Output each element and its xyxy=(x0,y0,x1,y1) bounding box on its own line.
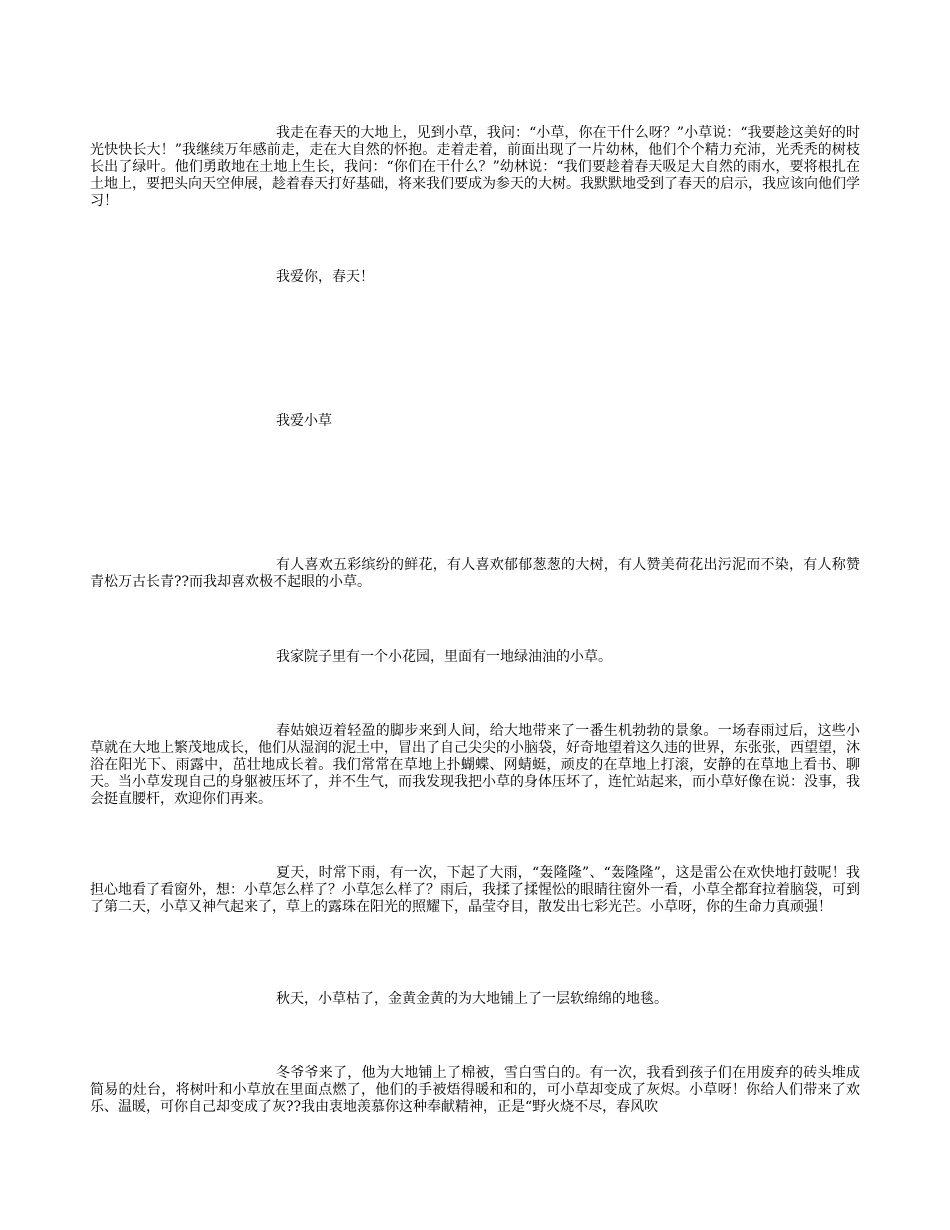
section-title-love-grass: 我爱小草 xyxy=(276,413,332,429)
paragraph-garden: 我家院子里有一个小花园，里面有一地绿油油的小草。 xyxy=(276,649,612,665)
paragraph-spring-walk: 我走在春天的大地上，见到小草，我问：“小草，你在干什么呀？”小草说：“我要趁这美好的时光快快长大！”我继续万年感前走，走在大自然的怀抱。走着走着，前面出现了一片幼林，他们个个精力充沛，光秃秃的树枝长出了绿叶。他们勇敢地在土地上生长，我问：“你们在干什么？”幼林说：“我们要趁着春天吸足大自然的雨水，要将根扎在土地上，要把头向天空伸展，趁着春天打好基础，将来我们要成为参天的大树。我默默地受到了春天的启示，我应该向他们学习！ xyxy=(90,125,860,209)
paragraph-love-spring: 我爱你，春天！ xyxy=(276,269,374,285)
paragraph-spring-grass: 春姑娘迈着轻盈的脚步来到人间，给大地带来了一番生机勃勃的景象。一场春雨过后，这些小草就在大地上繁茂地成长，他们从湿润的泥土中，冒出了自己尖尖的小脑袋，好奇地望着这久违的世界，东张张，西望望，沐浴在阳光下、雨露中，茁壮地成长着。我们常常在草地上扑蝴蝶、网蜻蜓，顽皮的在草地上打滚，安静的在草地上看书、聊天。当小草发现自己的身躯被压坏了，并不生气，而我发现我把小草的身体压坏了，连忙站起来，而小草好像在说：没事，我会挺直腰杆，欢迎你们再来。 xyxy=(90,723,860,807)
paragraph-intro-grass: 有人喜欢五彩缤纷的鲜花，有人喜欢郁郁葱葱的大树，有人赞美荷花出污泥而不染，有人称赞青松万古长青??而我却喜欢极不起眼的小草。 xyxy=(90,557,860,590)
paragraph-summer-grass: 夏天，时常下雨，有一次，下起了大雨，“轰隆隆”、“轰隆隆”，这是雷公在欢快地打鼓呢！我担心地看了看窗外，想：小草怎么样了？小草怎么样了？雨后，我揉了揉惺忪的眼睛往窗外一看，小草全都耷拉着脑袋，可到了第二天，小草又神气起来了，草上的露珠在阳光的照耀下，晶莹夺目，散发出七彩光芒。小草呀，你的生命力真顽强！ xyxy=(90,865,860,915)
paragraph-autumn-grass: 秋天，小草枯了，金黄金黄的为大地铺上了一层软绵绵的地毯。 xyxy=(276,991,668,1007)
paragraph-winter-grass: 冬爷爷来了，他为大地铺上了棉被，雪白雪白的。有一次，我看到孩子们在用废弃的砖头堆成简易的灶台，将树叶和小草放在里面点燃了，他们的手被焐得暖和和的，可小草却变成了灰烬。小草呀！你给人们带来了欢乐、温暖，可你自己却变成了灰??我由衷地羡慕你这种奉献精神，正是“野火烧不尽，春风吹 xyxy=(90,1065,860,1115)
